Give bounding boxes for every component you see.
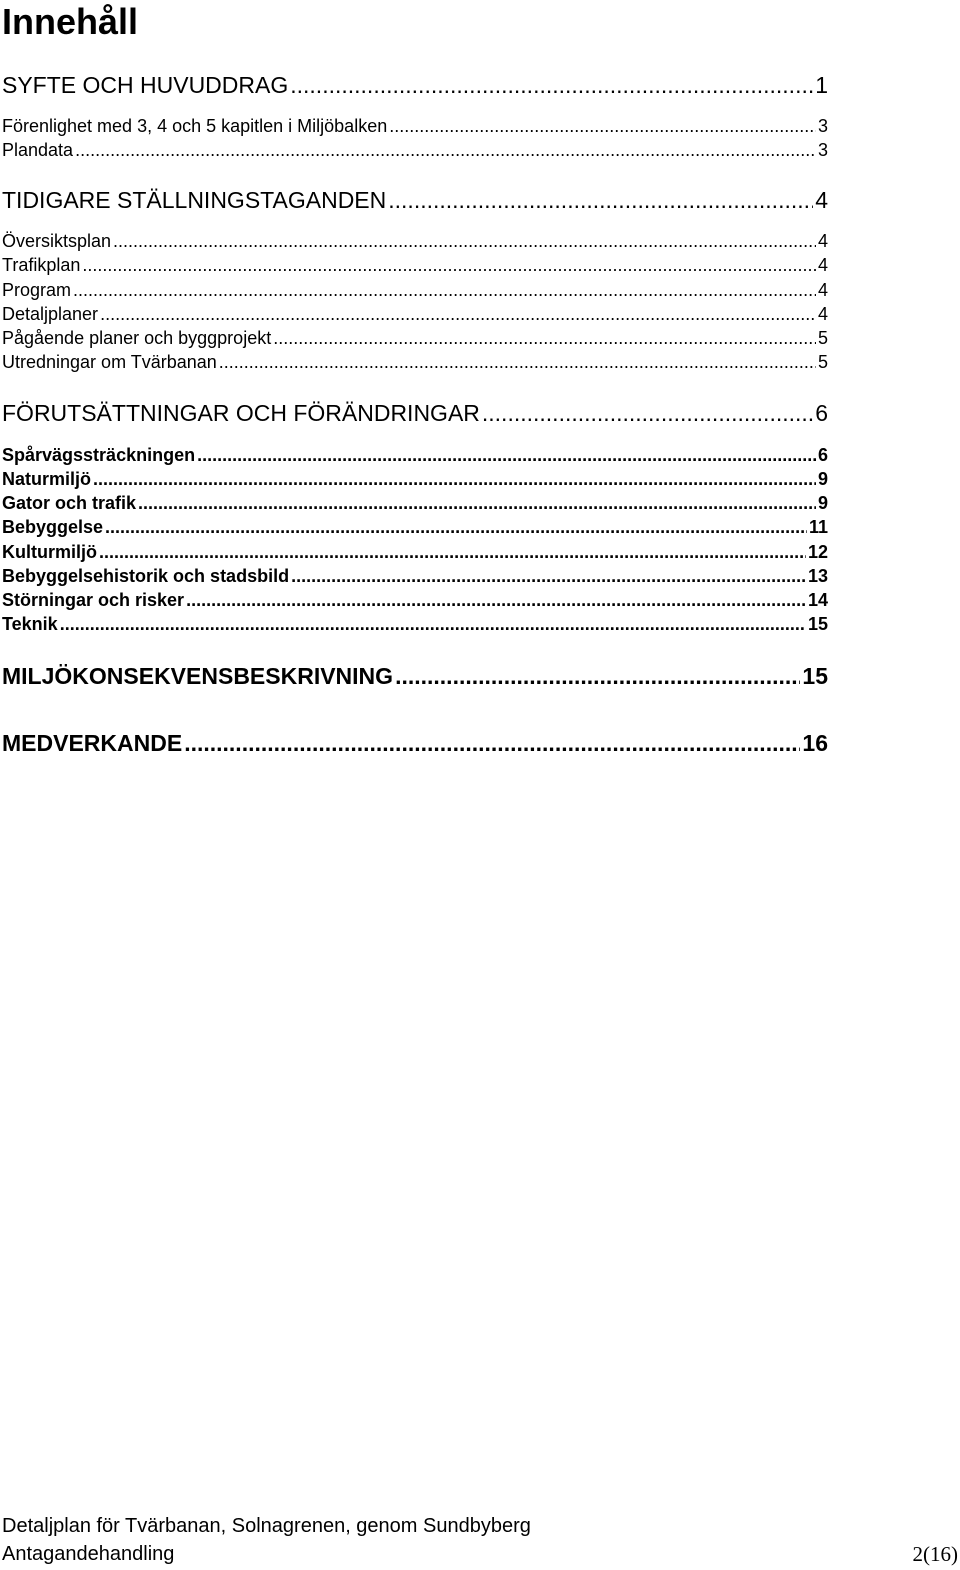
toc-page-number: 6 <box>817 445 828 465</box>
toc-page-number: 1 <box>815 72 828 98</box>
toc-leader <box>290 71 813 99</box>
toc-leader <box>93 467 816 491</box>
toc-label: Utredningar om Tvärbanan <box>2 352 217 372</box>
page-title: Innehåll <box>2 1 139 42</box>
toc-entry-plandata[interactable] <box>2 138 828 162</box>
toc-page-number: 11 <box>808 517 828 537</box>
toc-label: Översiktsplan <box>2 231 112 251</box>
toc-leader <box>138 491 816 515</box>
toc-page-number: 15 <box>802 663 828 689</box>
toc-label: SYFTE OCH HUVUDDRAG <box>2 72 289 98</box>
toc-label: Detaljplaner <box>2 304 99 324</box>
toc-entry-bebyggelse[interactable] <box>2 515 828 539</box>
toc-page-number: 3 <box>817 140 828 160</box>
toc-leader <box>82 253 816 277</box>
toc-leader <box>197 443 816 467</box>
toc-label: MILJÖKONSEKVENSBESKRIVNING <box>2 663 394 689</box>
toc-entry-gator-och-trafik[interactable] <box>2 491 828 515</box>
toc-leader <box>113 229 816 253</box>
toc-leader <box>100 302 816 326</box>
toc-page-number: 4 <box>817 231 828 251</box>
toc-entry-utredningar[interactable] <box>2 350 828 374</box>
footer-document-status: Antagandehandling <box>2 1543 175 1565</box>
toc-page-number: 4 <box>817 304 828 324</box>
footer-document-title: Detaljplan för Tvärbanan, Solnagrenen, genom Sundbyberg <box>2 1515 531 1537</box>
toc-page-number: 9 <box>817 493 828 513</box>
toc-page-number: 3 <box>817 116 828 136</box>
toc-page-number: 13 <box>807 566 828 586</box>
toc-entry-storningar[interactable] <box>2 588 828 612</box>
toc-entry-miljokonsekvensbeskrivning[interactable] <box>2 662 828 690</box>
toc-leader <box>291 564 806 588</box>
toc-label: FÖRUTSÄTTNINGAR OCH FÖRÄNDRINGAR <box>2 400 480 426</box>
toc-leader <box>75 138 816 162</box>
toc-leader <box>219 350 816 374</box>
footer-page-indicator: 2(16) <box>912 1542 958 1566</box>
toc-entry-forenlighet[interactable] <box>2 114 828 138</box>
toc-label: Plandata <box>2 140 74 160</box>
toc-page-number: 4 <box>815 187 828 213</box>
toc-label: Program <box>2 280 72 300</box>
toc-entry-teknik[interactable] <box>2 612 828 636</box>
toc-label: Bebyggelsehistorik och stadsbild <box>2 566 290 586</box>
toc-page-number: 4 <box>817 255 828 275</box>
toc-entry-pagaende[interactable] <box>2 326 828 350</box>
toc-label: Spårvägssträckningen <box>2 445 196 465</box>
toc-label: MEDVERKANDE <box>2 730 183 756</box>
toc-leader <box>388 186 813 214</box>
toc-entry-forutsattningar[interactable] <box>2 399 828 427</box>
toc-page-number: 5 <box>817 328 828 348</box>
toc-page-number: 14 <box>807 590 828 610</box>
toc-leader <box>73 278 816 302</box>
toc-leader <box>186 588 806 612</box>
toc-leader <box>184 729 800 757</box>
toc-label: Förenlighet med 3, 4 och 5 kapitlen i Miljöbalken <box>2 116 388 136</box>
toc-entry-oversiktsplan[interactable] <box>2 229 828 253</box>
toc-entry-medverkande[interactable] <box>2 729 828 757</box>
toc-leader <box>482 399 813 427</box>
toc-page-number: 15 <box>807 614 828 634</box>
toc-label: Naturmiljö <box>2 469 92 489</box>
toc-leader <box>389 114 816 138</box>
toc-entry-kulturmiljo[interactable] <box>2 540 828 564</box>
toc-label: Trafikplan <box>2 255 81 275</box>
toc-page-number: 6 <box>815 400 828 426</box>
toc-page-number: 5 <box>817 352 828 372</box>
toc-page-number: 16 <box>802 730 828 756</box>
toc-entry-syfte[interactable] <box>2 71 828 99</box>
toc-page-number: 4 <box>817 280 828 300</box>
toc-leader <box>105 515 807 539</box>
toc-label: Bebyggelse <box>2 517 104 537</box>
toc-page-number: 9 <box>817 469 828 489</box>
toc-leader <box>60 612 806 636</box>
page-footer <box>2 1512 958 1568</box>
toc-entry-program[interactable] <box>2 278 828 302</box>
toc-leader <box>395 662 800 690</box>
toc-entry-naturmiljo[interactable] <box>2 467 828 491</box>
toc-label: TIDIGARE STÄLLNINGSTAGANDEN <box>2 187 387 213</box>
toc-label: Teknik <box>2 614 58 634</box>
toc-entry-bebyggelsehistorik[interactable] <box>2 564 828 588</box>
toc-entry-sparvagssträckningen[interactable] <box>2 443 828 467</box>
toc-entry-detaljplaner[interactable] <box>2 302 828 326</box>
toc-page-number: 12 <box>807 542 828 562</box>
toc-entry-tidigare[interactable] <box>2 186 828 214</box>
toc-label: Kulturmiljö <box>2 542 97 562</box>
footer-line-2 <box>2 1540 958 1568</box>
toc-label: Pågående planer och byggprojekt <box>2 328 272 348</box>
toc-label: Gator och trafik <box>2 493 137 513</box>
toc-leader <box>273 326 816 350</box>
toc-entry-trafikplan[interactable] <box>2 253 828 277</box>
toc-leader <box>99 540 806 564</box>
toc-label: Störningar och risker <box>2 590 185 610</box>
